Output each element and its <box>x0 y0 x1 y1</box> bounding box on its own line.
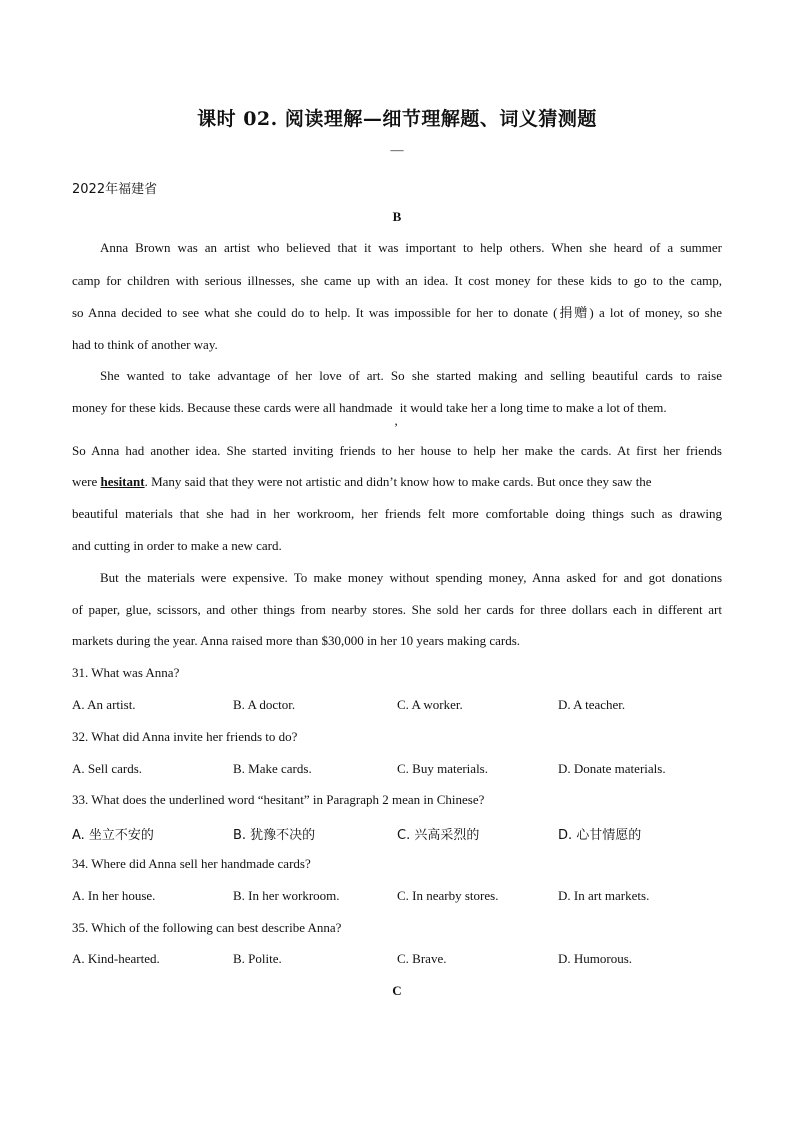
source-label: 2022年福建省 <box>72 182 158 197</box>
option-a: A. In her house. <box>72 888 156 903</box>
passage-line: and cutting in order to make a new card. <box>72 538 282 553</box>
option-a: A. Kind-hearted. <box>72 951 160 966</box>
option-d: D. In art markets. <box>558 888 650 903</box>
page-title: 课时 02. 阅读理解—细节理解题、词义猜测题 <box>197 108 597 130</box>
passage-line: so Anna decided to see what she could do to help. It was impossible for her to donate (捐赠) a lot of money, so she <box>72 305 722 320</box>
option-a: A. An artist. <box>72 697 136 712</box>
passage-text: . Many said that they were not artistic and didn’t know how to make cards. But once they saw the <box>144 474 652 489</box>
option-a: A. 坐立不安的 <box>72 828 154 843</box>
option-d: D. Donate materials. <box>558 761 666 776</box>
passage-comma: , <box>394 413 398 428</box>
option-b: B. A doctor. <box>233 697 296 712</box>
passage-line: camp for children with serious illnesses, she came up with an idea. It cost money for these kids to go to the camp, <box>72 273 722 288</box>
option-c: C. In nearby stores. <box>397 888 499 903</box>
option-b: B. 犹豫不决的 <box>233 828 316 843</box>
passage-text: money for these kids. Because these cards were all handmade <box>72 400 393 415</box>
passage-line: Anna Brown was an artist who believed that it was important to help others. When she heard of a summer <box>100 240 722 255</box>
passage-line: She wanted to take advantage of her love of art. So she started making and selling beautiful cards to raise <box>100 368 722 383</box>
option-c: C. A worker. <box>397 697 463 712</box>
option-c: C. Brave. <box>397 951 447 966</box>
passage-text: it would take her a long time to make a lot of them. <box>399 400 667 415</box>
passage-line: had to think of another way. <box>72 337 218 352</box>
option-a: A. Sell cards. <box>72 761 143 776</box>
underlined-word-hesitant: hesitant <box>100 474 145 489</box>
passage-line: But the materials were expensive. To make money without spending money, Anna asked for and got donations <box>100 570 722 585</box>
section-label-b: B <box>392 209 402 224</box>
question-35: 35. Which of the following can best describe Anna? <box>72 920 342 935</box>
question-33: 33. What does the underlined word “hesitant” in Paragraph 2 mean in Chinese? <box>72 792 485 807</box>
passage-line <box>72 474 722 490</box>
question-31: 31. What was Anna? <box>72 665 180 680</box>
passage-line <box>72 400 722 428</box>
passage-line: So Anna had another idea. She started inviting friends to her house to help her make the cards. At first her friends <box>72 443 722 458</box>
option-b: B. Make cards. <box>233 761 312 776</box>
option-d: D. Humorous. <box>558 951 633 966</box>
option-b: B. Polite. <box>233 951 282 966</box>
title-dash: — <box>390 142 404 157</box>
option-c: C. 兴高采烈的 <box>397 828 480 843</box>
section-label-c: C <box>392 983 402 998</box>
passage-line: of paper, glue, scissors, and other things from nearby stores. She sold her cards for three dollars each in different art <box>72 602 722 617</box>
option-d: D. 心甘情愿的 <box>558 828 642 843</box>
passage-text: were <box>72 474 101 489</box>
passage-line: markets during the year. Anna raised more than $30,000 in her 10 years making cards. <box>72 633 521 648</box>
passage-line: beautiful materials that she had in her workroom, her friends felt more comfortable doing things such as drawing <box>72 506 722 521</box>
option-b: B. In her workroom. <box>233 888 340 903</box>
question-32: 32. What did Anna invite her friends to do? <box>72 729 298 744</box>
option-c: C. Buy materials. <box>397 761 488 776</box>
question-34: 34. Where did Anna sell her handmade cards? <box>72 856 311 871</box>
option-d: D. A teacher. <box>558 697 626 712</box>
